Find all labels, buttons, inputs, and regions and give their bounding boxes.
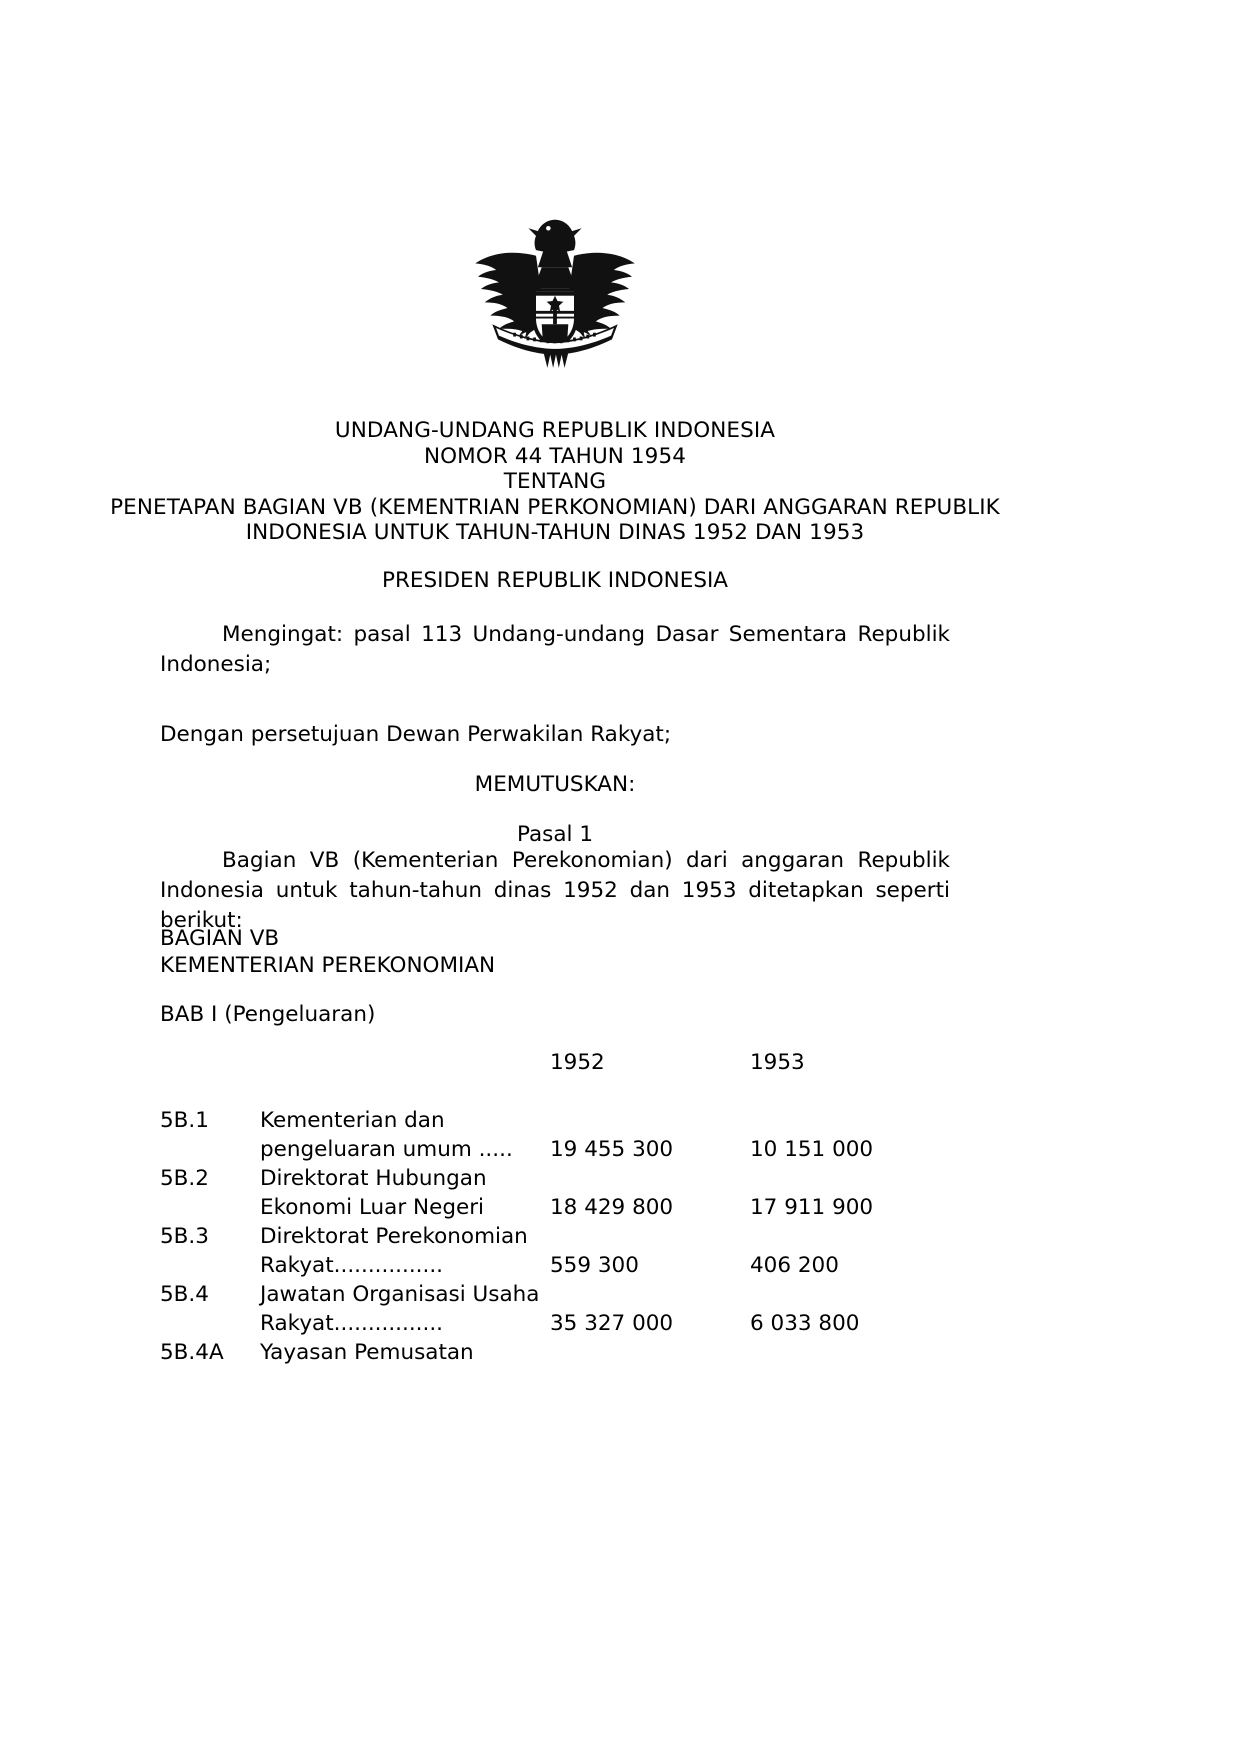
table-row [160,1251,950,1280]
row-amount-1952-spacer [550,1338,750,1367]
row-amount-1952-spacer [550,1106,750,1135]
table-row [160,1164,950,1193]
chapter-heading: BAB I (Pengeluaran) [160,1002,376,1027]
budget-table [160,1048,950,1367]
table-row [160,1135,950,1164]
row-amount-1952: 559 300 [550,1253,639,1278]
article-body: Bagian VB (Kementerian Perekonomian) dari anggaran Republik Indonesia untuk tahun-tahun dinas 1952 dan 1953 ditetapkan seperti berikut: [160,848,950,933]
row-label-line-1: Yayasan Pemusatan [260,1340,474,1365]
article-heading: Pasal 1 [516,822,594,847]
row-label-line-1: Direktorat Hubungan [260,1166,487,1191]
budget-table-header-row [160,1048,950,1106]
row-amount-1952: 35 327 000 [550,1311,674,1336]
table-row [160,1106,950,1135]
row-amount-1953-spacer [750,1338,950,1367]
row-label-line-2: Rakyat................ [260,1311,444,1336]
row-amount-1953-spacer [750,1164,950,1193]
emblem-container [160,212,950,391]
row-code: 5B.3 [160,1224,209,1249]
approval-clause: Dengan persetujuan Dewan Perwakilan Rakyat; [160,722,672,747]
row-amount-1953-spacer [750,1222,950,1251]
row-code-continuation [160,1309,260,1338]
header-code [160,1048,260,1106]
header-year-1953: 1953 [750,1050,805,1075]
row-label-line-1: Jawatan Organisasi Usaha [260,1282,540,1307]
row-code-continuation [160,1193,260,1222]
table-row [160,1280,950,1309]
row-code: 5B.4 [160,1282,209,1307]
row-code-continuation [160,1251,260,1280]
section-heading-line-2: KEMENTERIAN PEREKONOMIAN [160,953,496,978]
header-year-1952: 1952 [550,1050,605,1075]
row-amount-1953-spacer [750,1106,950,1135]
row-amount-1953: 17 911 900 [750,1195,874,1220]
title-line-1: UNDANG-UNDANG REPUBLIK INDONESIA [334,418,776,443]
document-title-block [110,418,1000,546]
considering-clause: Mengingat: pasal 113 Undang-undang Dasar Sementara Republik Indonesia; [160,622,950,677]
row-code: 5B.2 [160,1166,209,1191]
table-row [160,1338,950,1367]
row-amount-1953: 406 200 [750,1253,839,1278]
table-row [160,1222,950,1251]
table-row [160,1309,950,1338]
row-amount-1952: 18 429 800 [550,1195,674,1220]
title-line-5: INDONESIA UNTUK TAHUN-TAHUN DINAS 1952 DAN 1953 [245,520,865,545]
row-amount-1953-spacer [750,1280,950,1309]
title-line-4: PENETAPAN BAGIAN VB (KEMENTRIAN PERKONOMIAN) DARI ANGGARAN REPUBLIK [110,494,1000,520]
table-row [160,1193,950,1222]
budget-table-body [160,1048,950,1367]
row-label-line-2: Rakyat................ [260,1253,444,1278]
title-line-3: TENTANG [503,469,607,494]
section-heading [160,925,950,979]
garuda-pancasila-emblem [460,212,650,387]
row-label-line-1: Kementerian dan [260,1108,445,1133]
issuing-authority: PRESIDEN REPUBLIK INDONESIA [381,568,729,593]
row-amount-1952-spacer [550,1222,750,1251]
header-label [260,1048,550,1106]
row-amount-1953: 6 033 800 [750,1311,860,1336]
section-heading-line-1: BAGIAN VB [160,926,280,951]
row-label-line-1: Direktorat Perekonomian [260,1224,528,1249]
row-amount-1952: 19 455 300 [550,1137,674,1162]
row-label-line-2: pengeluaran umum ..... [260,1137,513,1162]
row-code: 5B.4A [160,1340,224,1365]
row-amount-1952-spacer [550,1164,750,1193]
title-line-2: NOMOR 44 TAHUN 1954 [423,443,687,469]
row-label-line-2: Ekonomi Luar Negeri [260,1195,485,1220]
row-code-continuation [160,1135,260,1164]
row-amount-1953: 10 151 000 [750,1137,874,1162]
row-code: 5B.1 [160,1108,209,1133]
row-amount-1952-spacer [550,1280,750,1309]
decision-heading: MEMUTUSKAN: [474,772,636,797]
